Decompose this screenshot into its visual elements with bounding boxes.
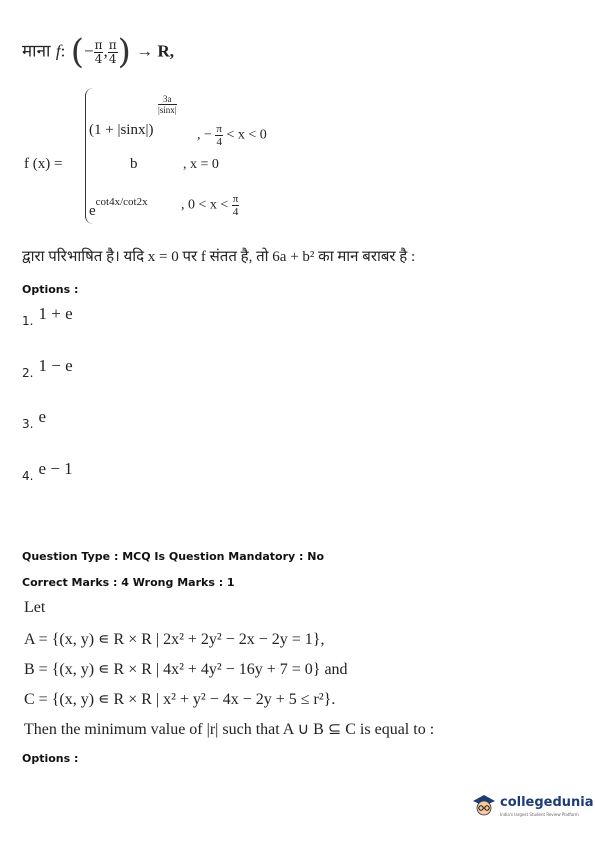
q1-case1-cond-fraction (215, 123, 223, 148)
q1-f-symbol: f (55, 41, 61, 61)
q1-question-text: द्वारा परिभाषित है। यदि x = 0 पर f संतत है, तो 6a + b² का मान बराबर है : (22, 249, 416, 265)
q2-set-c: C = {(x, y) ∊ R × R | x² + y² − 4x − 2y + 5 ≤ r²}. (24, 691, 336, 708)
q1-case1-cond-suffix: < x < 0 (226, 127, 267, 143)
q1-case3-condition (181, 193, 239, 218)
q1-case3-expr (89, 196, 148, 220)
q1-intro (22, 32, 174, 72)
q1-colon: : (60, 41, 66, 61)
q1-fraction-right (108, 39, 118, 66)
question-type-line: Question Type : MCQ Is Question Mandatory : No (22, 550, 325, 563)
q1-four-2: 4 (108, 51, 117, 66)
q2-question-text: Then the minimum value of |r| such that A ∪ B ⊆ C is equal to : (24, 721, 435, 738)
q1-codomain: → R, (136, 41, 175, 61)
collegedunia-logo-icon (471, 792, 497, 818)
q1-option-3[interactable] (22, 407, 47, 431)
q1-option-1[interactable] (22, 304, 73, 328)
q1-option-4-value: e − 1 (38, 459, 73, 478)
q1-case1-cond-prefix: , − (197, 127, 212, 143)
q1-case1-expr: (1 + |sinx|) (89, 122, 154, 138)
q1-case1-condition (197, 123, 267, 148)
q1-intro-prefix: माना (22, 41, 51, 61)
q1-case3-cond-prefix: , 0 < x < (181, 197, 229, 213)
q1-case3-pi: π (232, 193, 239, 205)
q1-option-3-number: 3. (22, 417, 34, 431)
q2-let: Let (24, 599, 46, 616)
q1-case1-exp-den: |sinx| (158, 105, 177, 115)
q1-case1-exp-num: 3a (158, 94, 177, 105)
q1-options-label: Options : (22, 283, 79, 296)
q1-four-1: 4 (94, 51, 103, 66)
q1-fx-label: f (x) = (24, 156, 63, 172)
q1-option-2-number: 2. (22, 366, 34, 380)
marks-line: Correct Marks : 4 Wrong Marks : 1 (22, 576, 235, 589)
q1-case3-cond-fraction (232, 193, 240, 218)
q1-case1-exponent (158, 94, 177, 116)
q1-pi-1: π (94, 37, 103, 52)
q1-case2-condition: , x = 0 (183, 157, 219, 172)
q1-right-paren: ) (117, 32, 131, 72)
q1-option-2-value: 1 − e (38, 356, 73, 375)
q1-option-4-number: 4. (22, 469, 34, 483)
q1-case2-expr: b (130, 156, 138, 172)
q1-case3-four: 4 (232, 206, 239, 218)
q1-pi-2: π (108, 37, 117, 52)
q2-options-label: Options : (22, 752, 79, 765)
q1-option-1-value: 1 + e (38, 304, 73, 323)
q1-case1-pi: π (216, 123, 222, 135)
q1-case1-four: 4 (216, 136, 222, 148)
q1-case3-exponent: cot4x/cot2x (95, 196, 148, 208)
collegedunia-tagline: India's largest Student Review Platform (500, 812, 579, 817)
q1-minus: − (83, 41, 94, 61)
collegedunia-logo-text: collegedunia (500, 795, 594, 810)
q1-option-1-number: 1. (22, 314, 34, 328)
q1-option-3-value: e (38, 407, 47, 426)
q2-set-b: B = {(x, y) ∊ R × R | 4x² + 4y² − 16y + 7 = 0} and (24, 661, 348, 678)
q1-option-4[interactable] (22, 459, 73, 483)
q1-fraction-left (94, 39, 104, 66)
q2-set-a: A = {(x, y) ∊ R × R | 2x² + 2y² − 2x − 2y = 1}, (24, 631, 325, 648)
q1-comma: , (103, 41, 108, 61)
q1-option-2[interactable] (22, 356, 73, 380)
q1-case3-base: e (89, 203, 96, 219)
q1-left-paren: ( (70, 32, 84, 72)
